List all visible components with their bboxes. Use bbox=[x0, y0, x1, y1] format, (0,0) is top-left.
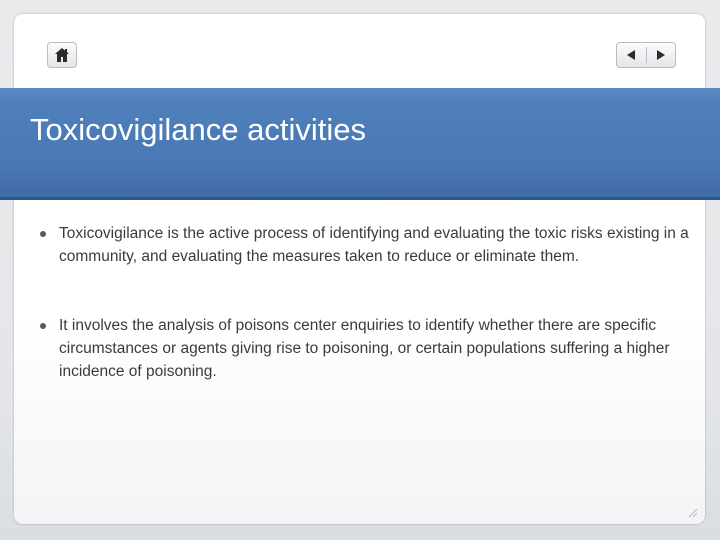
bullet-text: It involves the analysis of poisons center enquiries to identify whether there are specific circumstances or agents giving rise to poisoning, or certain populations suffering a higher incidence of poisoning. bbox=[59, 317, 670, 380]
resize-grip-icon bbox=[688, 508, 698, 518]
bullet-dot-icon bbox=[40, 323, 46, 329]
home-icon bbox=[54, 47, 70, 63]
triangle-right-icon bbox=[656, 49, 666, 61]
slide-title: Toxicovigilance activities bbox=[30, 112, 366, 147]
bullet-item bbox=[40, 222, 690, 268]
bullet-text: Toxicovigilance is the active process of identifying and evaluating the toxic risks existing in a community, and evaluating the measures taken to reduce or eliminate them. bbox=[59, 225, 689, 265]
home-button[interactable] bbox=[47, 42, 77, 68]
triangle-left-icon bbox=[626, 49, 636, 61]
slide-nav-group bbox=[616, 42, 676, 68]
next-slide-button[interactable] bbox=[647, 43, 676, 67]
previous-slide-button[interactable] bbox=[617, 43, 646, 67]
bullet-list bbox=[40, 222, 690, 383]
bullet-item bbox=[40, 314, 690, 383]
bullet-dot-icon bbox=[40, 231, 46, 237]
